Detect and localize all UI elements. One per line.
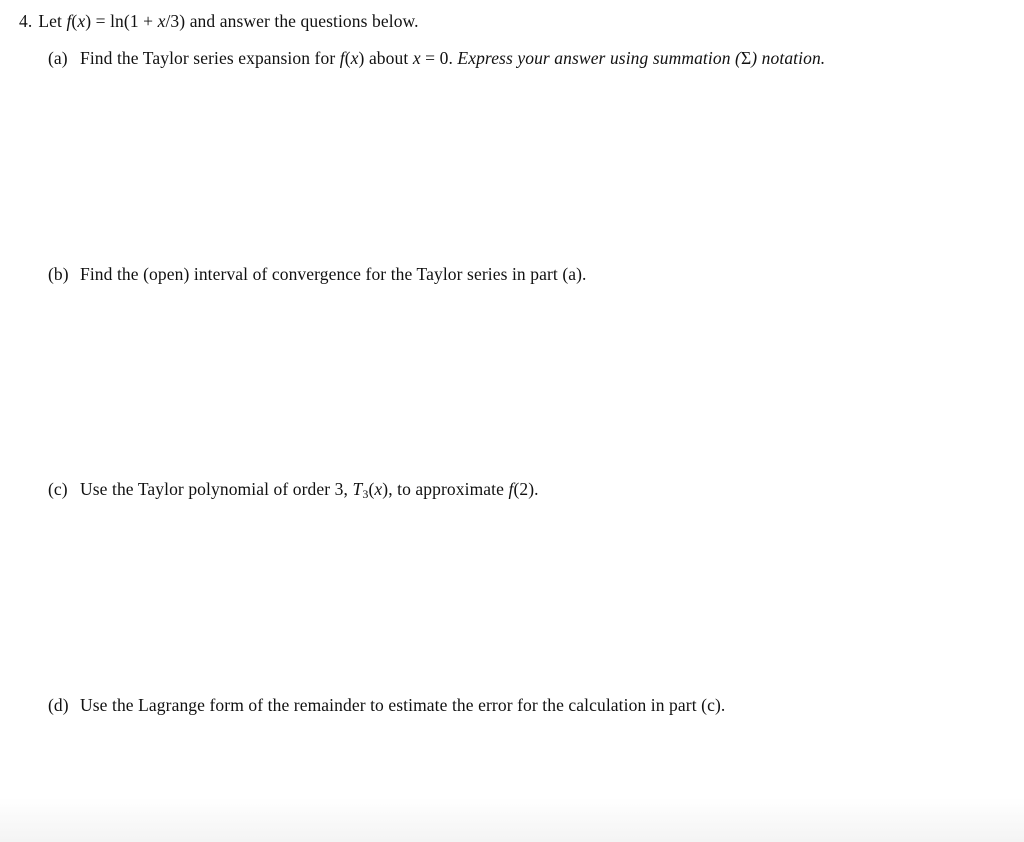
question-number: 4. xyxy=(19,11,33,31)
part-a-variable: x xyxy=(350,48,359,68)
part-b xyxy=(48,266,587,284)
part-a-paren-close: ) xyxy=(358,48,365,68)
part-d-label: (d) xyxy=(48,695,69,715)
taylor-polynomial: T xyxy=(352,479,363,499)
fraction-rest: /3) xyxy=(165,11,186,31)
part-b-text: Find the (open) interval of convergence for the Taylor series in part (a). xyxy=(80,264,587,284)
paren-close: ) xyxy=(85,11,92,31)
part-a xyxy=(48,50,825,68)
part-c-text-2: , to approximate xyxy=(388,479,509,499)
part-d-text: Use the Lagrange form of the remainder to estimate the error for the calculation in part (c). xyxy=(80,695,726,715)
question-4-statement xyxy=(19,13,419,31)
part-c-variable: x xyxy=(374,479,383,499)
equals-ln: = ln(1 + xyxy=(91,11,158,31)
part-c-paren-close: ) xyxy=(382,479,389,499)
part-a-text-3: = 0. xyxy=(420,48,458,68)
part-c xyxy=(48,481,539,500)
part-c-paren-open: ( xyxy=(368,479,375,499)
part-a-paren-open: ( xyxy=(344,48,351,68)
part-c-function: f xyxy=(508,479,514,499)
part-c-label: (c) xyxy=(48,479,68,499)
function-name: f xyxy=(66,11,72,31)
intro-pre: Let xyxy=(38,11,67,31)
intro-post: and answer the questions below. xyxy=(185,11,419,31)
sigma-symbol: Σ xyxy=(740,48,752,68)
part-a-variable-2: x xyxy=(412,48,421,68)
part-a-emphasis-2: ) notation. xyxy=(751,48,826,68)
part-b-label: (b) xyxy=(48,264,69,284)
part-a-text-2: about xyxy=(364,48,413,68)
part-a-emphasis-1: Express your answer using summation ( xyxy=(457,48,741,68)
fraction-variable: x xyxy=(157,11,166,31)
part-c-text-1: Use the Taylor polynomial of order 3, xyxy=(80,479,353,499)
taylor-polynomial-order: 3 xyxy=(362,487,369,501)
part-a-text-1: Find the Taylor series expansion for xyxy=(80,48,340,68)
part-d xyxy=(48,697,725,715)
page-bottom-shade xyxy=(0,798,1024,842)
paren-open: ( xyxy=(71,11,78,31)
part-c-text-3: (2). xyxy=(513,479,539,499)
part-a-function: f xyxy=(339,48,345,68)
part-a-label: (a) xyxy=(48,48,68,68)
function-variable: x xyxy=(77,11,86,31)
